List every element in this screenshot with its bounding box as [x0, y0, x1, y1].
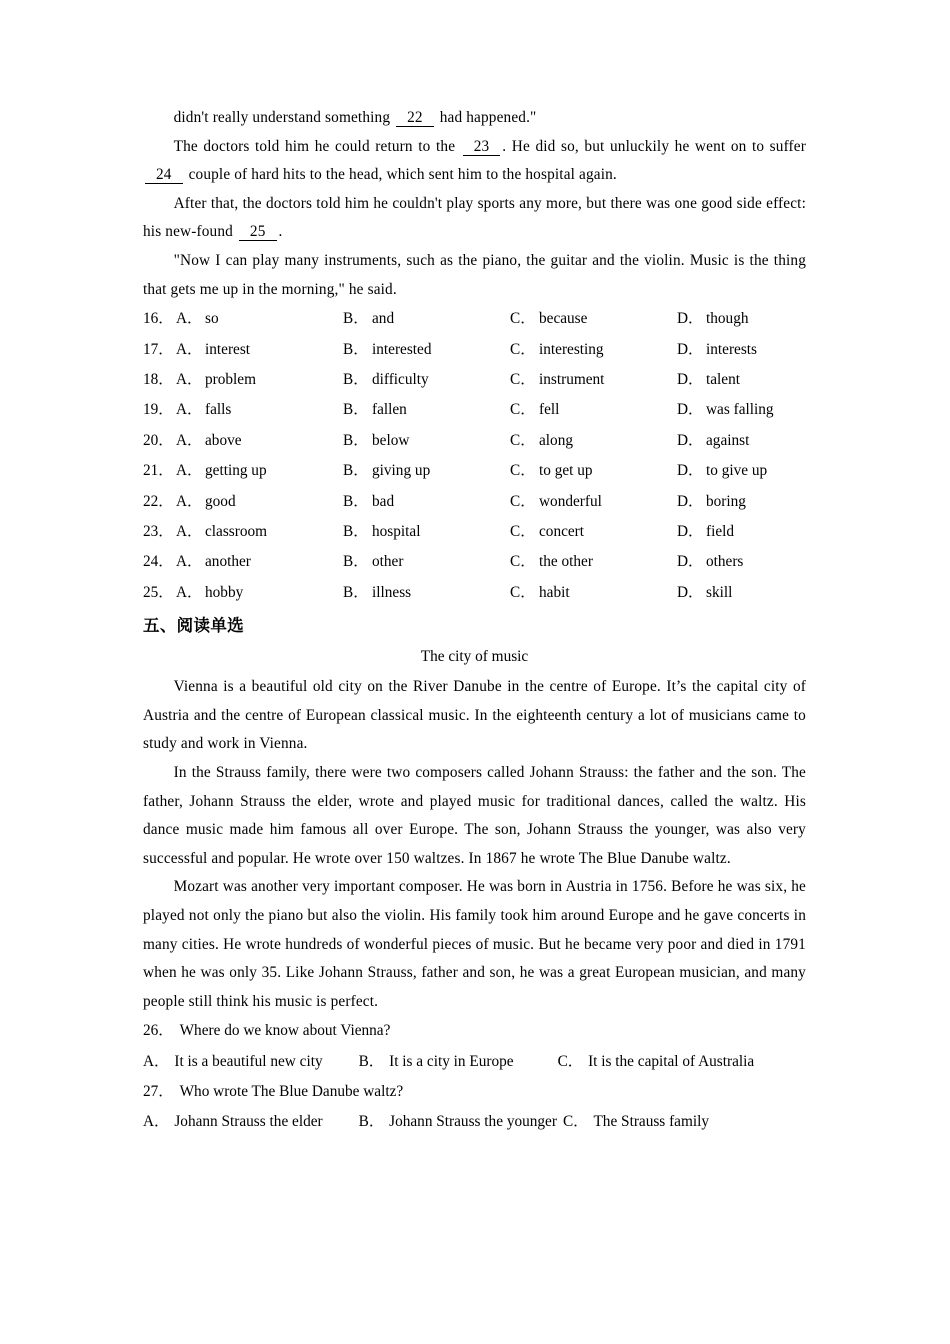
option-letter: A．	[176, 431, 203, 449]
choice-letter: B．	[358, 1052, 385, 1070]
option-letter: D．	[677, 310, 704, 328]
option-text: wonderful	[539, 492, 602, 510]
option-choice[interactable]	[677, 456, 767, 486]
cloze-blank-23[interactable]: 23	[463, 139, 501, 156]
option-choice[interactable]	[176, 547, 343, 577]
option-text: though	[706, 310, 749, 328]
option-choice[interactable]	[343, 335, 510, 365]
choice-letter: B．	[358, 1112, 385, 1130]
option-text: hobby	[205, 583, 244, 601]
cloze-paragraph	[143, 190, 806, 247]
option-letter: B．	[343, 523, 369, 540]
option-letter: C．	[510, 523, 536, 540]
reading-choice[interactable]	[143, 1047, 323, 1077]
paragraph-text: couple of hard hits to the head, which sent him to the hospital again.	[184, 166, 617, 184]
question-number: 27．	[143, 1082, 174, 1100]
option-choice[interactable]	[677, 365, 740, 395]
option-choice[interactable]	[176, 456, 343, 486]
option-letter: D．	[677, 462, 704, 480]
option-letter: B．	[343, 462, 369, 480]
option-choice[interactable]	[343, 365, 510, 395]
option-letter: A．	[176, 462, 203, 480]
question-number: 16．	[143, 310, 174, 328]
choice-letter: C．	[557, 1052, 584, 1070]
option-text: fallen	[372, 401, 407, 419]
option-letter: D．	[677, 523, 704, 540]
cloze-blank-25[interactable]: 25	[239, 224, 277, 241]
option-text: problem	[205, 370, 256, 388]
option-choice[interactable]	[510, 365, 677, 395]
option-text: below	[372, 431, 410, 449]
option-text: getting up	[205, 462, 267, 480]
reading-paragraph: In the Strauss family, there were two composers called Johann Strauss: the father and the son. The father, Johann Strauss the elder, wrote and played music for traditional dances, called the waltz. His dance music made him famous all over Europe. The son, Johann Strauss the younger, was also very successful and popular. He wrote over 150 waltzes. In 1867 he wrote The Blue Danube waltz.	[143, 764, 806, 867]
option-letter: B．	[343, 431, 369, 449]
paragraph-text: "Now I can play many instruments, such as the piano, the guitar and the violin. Music is the thing that gets me up in the morning," he said.	[143, 251, 806, 298]
choice-text: The Strauss family	[593, 1112, 710, 1130]
option-text: others	[706, 553, 744, 571]
option-text: skill	[706, 583, 733, 601]
option-letter: D．	[677, 431, 704, 449]
cloze-paragraph	[143, 104, 806, 133]
option-letter: A．	[176, 492, 203, 510]
option-letter: A．	[176, 553, 203, 571]
option-text: instrument	[539, 370, 605, 388]
paragraph-text: didn't really understand something	[173, 109, 395, 126]
option-row	[143, 335, 806, 365]
option-text: field	[706, 523, 735, 540]
option-choice[interactable]	[343, 487, 510, 517]
option-letter: D．	[677, 583, 704, 601]
option-letter: B．	[343, 583, 369, 601]
reading-question	[143, 1077, 806, 1107]
reading-passage-body	[143, 673, 806, 1016]
option-choice[interactable]	[510, 487, 677, 517]
option-letter: A．	[176, 370, 203, 388]
option-text: illness	[372, 583, 412, 601]
option-choice[interactable]	[677, 426, 749, 456]
reading-question-choices	[143, 1107, 806, 1137]
option-text: interesting	[539, 340, 604, 358]
cloze-options-list	[143, 304, 806, 608]
option-choice[interactable]	[176, 395, 343, 425]
paragraph-text: The doctors told him he could return to the	[173, 137, 461, 155]
option-choice[interactable]	[343, 456, 510, 486]
option-letter: C．	[510, 401, 536, 419]
option-choice[interactable]	[510, 456, 677, 486]
option-text: interest	[205, 340, 251, 358]
question-text: Where do we know about Vienna?	[179, 1022, 391, 1040]
paragraph-text: had happened."	[435, 109, 537, 126]
option-row	[143, 547, 806, 577]
option-text: because	[539, 310, 588, 328]
option-choice[interactable]	[510, 335, 677, 365]
reading-questions	[143, 1016, 806, 1137]
option-letter: C．	[510, 553, 536, 571]
option-choice[interactable]	[176, 335, 343, 365]
option-letter: B．	[343, 553, 369, 571]
cloze-paragraph	[143, 247, 806, 304]
choice-letter: A．	[143, 1052, 170, 1070]
question-number: 23．	[143, 523, 174, 540]
option-letter: B．	[343, 310, 369, 328]
option-choice[interactable]	[510, 426, 677, 456]
option-letter: A．	[176, 401, 203, 419]
option-letter: C．	[510, 431, 536, 449]
reading-paragraph: Mozart was another very important composer. He was born in Austria in 1756. Before he was six, he played not only the piano but also the violin. His family took him around Europe and he gave concerts in many cities. He wrote hundreds of wonderful pieces of music. But he became very poor and died in 1791 when he was only 35. Like Johann Strauss, father and son, he was a great European musician, and many people still think his music is perfect.	[143, 878, 806, 1010]
option-text: along	[539, 431, 573, 449]
option-text: concert	[539, 523, 585, 540]
option-choice[interactable]	[343, 578, 510, 608]
option-text: above	[205, 431, 242, 449]
option-choice[interactable]	[176, 578, 343, 608]
option-text: against	[706, 431, 750, 449]
option-letter: C．	[510, 370, 536, 388]
option-text: bad	[372, 492, 395, 510]
option-row	[143, 578, 806, 608]
option-text: difficulty	[372, 370, 429, 388]
reading-question-choices	[143, 1047, 806, 1077]
question-number: 24．	[143, 553, 174, 571]
option-choice[interactable]	[510, 517, 677, 547]
question-text: Who wrote The Blue Danube waltz?	[179, 1082, 404, 1100]
reading-passage-title: The city of music	[420, 648, 529, 666]
option-choice[interactable]	[677, 578, 732, 608]
option-text: another	[205, 553, 251, 571]
option-choice[interactable]	[176, 426, 343, 456]
option-text: so	[205, 310, 219, 328]
choice-spacer	[323, 1047, 359, 1077]
section-heading: 五、阅读单选	[143, 616, 244, 636]
option-text: and	[372, 310, 395, 328]
option-letter: A．	[176, 340, 203, 358]
question-number: 22．	[143, 492, 174, 510]
option-text: fell	[539, 401, 560, 419]
option-row	[143, 456, 806, 486]
choice-text: It is a beautiful new city	[174, 1052, 323, 1070]
option-choice[interactable]	[176, 487, 343, 517]
option-choice[interactable]	[176, 304, 343, 334]
option-choice[interactable]	[343, 547, 510, 577]
option-choice[interactable]	[677, 517, 734, 547]
option-choice[interactable]	[677, 395, 774, 425]
reading-paragraph: Vienna is a beautiful old city on the River Danube in the centre of Europe. It’s the capital city of Austria and the centre of European classical music. In the eighteenth century a lot of musicians came to study and work in Vienna.	[143, 678, 806, 753]
option-letter: C．	[510, 462, 536, 480]
option-choice[interactable]	[510, 547, 677, 577]
paragraph-text: . He did so, but unluckily he went on to suffer	[502, 137, 806, 155]
option-letter: D．	[677, 401, 704, 419]
question-number: 18．	[143, 370, 174, 388]
option-letter: B．	[343, 492, 369, 510]
choice-text: It is the capital of Australia	[588, 1052, 755, 1070]
option-text: giving up	[372, 462, 431, 480]
option-letter: B．	[343, 370, 369, 388]
cloze-blank-22[interactable]: 22	[396, 110, 434, 127]
option-choice[interactable]	[343, 304, 510, 334]
reading-choice[interactable]	[563, 1107, 709, 1137]
option-choice[interactable]	[677, 547, 743, 577]
option-choice[interactable]	[343, 426, 510, 456]
choice-text: Johann Strauss the younger	[389, 1112, 557, 1130]
cloze-paragraph	[143, 133, 806, 190]
option-letter: C．	[510, 492, 536, 510]
option-text: boring	[706, 492, 746, 510]
option-letter: D．	[677, 340, 704, 358]
option-letter: D．	[677, 553, 704, 571]
question-number: 17．	[143, 340, 174, 358]
option-text: interested	[372, 340, 432, 358]
option-letter: A．	[176, 523, 203, 540]
choice-text: Johann Strauss the elder	[174, 1112, 323, 1130]
option-choice[interactable]	[343, 395, 510, 425]
option-choice[interactable]	[677, 335, 757, 365]
option-letter: A．	[176, 310, 203, 328]
option-letter: C．	[510, 310, 536, 328]
option-letter: A．	[176, 583, 203, 601]
option-text: to get up	[539, 462, 593, 480]
choice-letter: C．	[562, 1112, 589, 1130]
reading-choice[interactable]	[359, 1107, 557, 1137]
option-letter: C．	[510, 340, 536, 358]
option-row	[143, 426, 806, 456]
option-row	[143, 395, 806, 425]
option-text: other	[372, 553, 404, 571]
option-letter: C．	[510, 583, 536, 601]
option-text: interests	[706, 340, 757, 358]
option-text: the other	[539, 553, 593, 571]
cloze-passage	[143, 104, 806, 304]
option-choice[interactable]	[510, 304, 677, 334]
option-text: classroom	[205, 523, 268, 540]
reading-choice[interactable]	[558, 1047, 755, 1077]
option-row	[143, 487, 806, 517]
option-text: to give up	[706, 462, 768, 480]
reading-choice[interactable]	[143, 1107, 323, 1137]
reading-choice[interactable]	[359, 1047, 514, 1077]
option-text: good	[205, 492, 236, 510]
option-row	[143, 304, 806, 334]
choice-spacer	[323, 1107, 359, 1137]
option-text: was falling	[706, 401, 774, 419]
option-choice[interactable]	[510, 578, 677, 608]
option-letter: D．	[677, 370, 704, 388]
option-choice[interactable]	[677, 487, 746, 517]
option-text: hospital	[372, 523, 421, 540]
question-number: 20．	[143, 431, 174, 449]
question-number: 21．	[143, 462, 174, 480]
option-text: talent	[706, 370, 740, 388]
option-row	[143, 365, 806, 395]
option-choice[interactable]	[510, 395, 677, 425]
question-number: 26．	[143, 1022, 174, 1040]
option-letter: D．	[677, 492, 704, 510]
option-row	[143, 517, 806, 547]
option-choice[interactable]	[677, 304, 749, 334]
paragraph-text: After that, the doctors told him he couldn't play sports any more, but there was one good side effect: his new-found	[143, 194, 806, 241]
cloze-blank-24[interactable]: 24	[145, 167, 183, 184]
option-choice[interactable]	[176, 517, 343, 547]
choice-letter: A．	[143, 1112, 170, 1130]
option-text: falls	[205, 401, 232, 419]
choice-spacer	[514, 1047, 558, 1077]
choice-text: It is a city in Europe	[389, 1052, 514, 1070]
option-text: habit	[539, 583, 570, 601]
page-content	[143, 104, 806, 1137]
option-letter: B．	[343, 340, 369, 358]
option-choice[interactable]	[343, 517, 510, 547]
question-number: 19．	[143, 401, 174, 419]
reading-question	[143, 1016, 806, 1046]
option-choice[interactable]	[176, 365, 343, 395]
option-letter: B．	[343, 401, 369, 419]
question-number: 25．	[143, 583, 174, 601]
paragraph-text: .	[278, 223, 283, 241]
